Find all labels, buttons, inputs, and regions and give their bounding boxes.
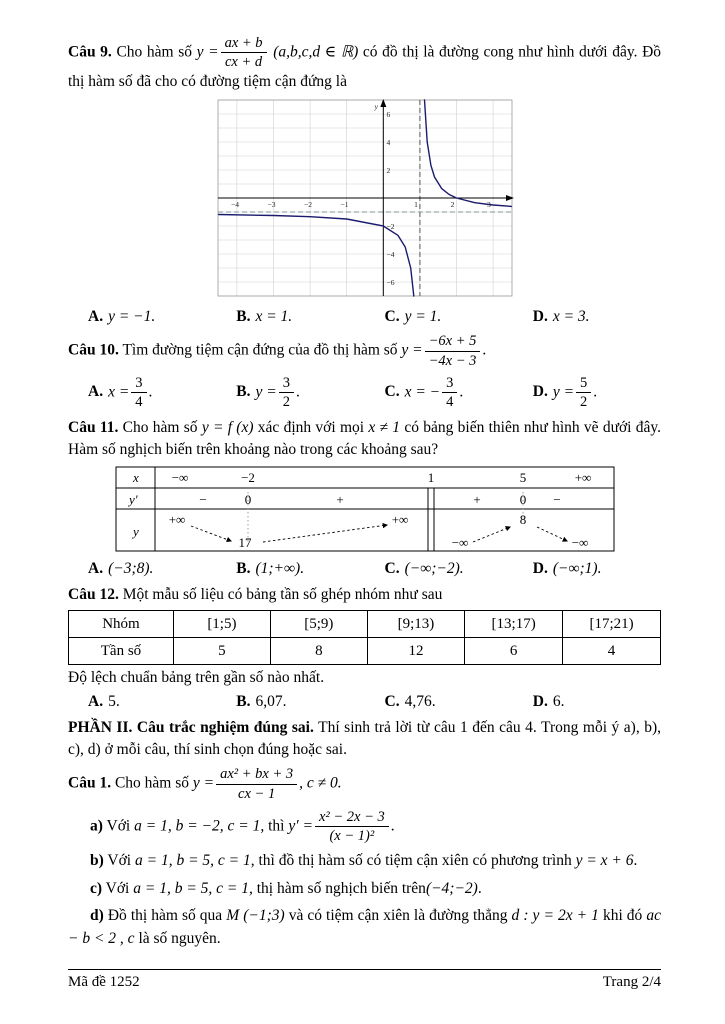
q10-text-1: Tìm đường tiệm cận đứng của đồ thị hàm số xyxy=(122,341,398,359)
page-number: Trang 2/4 xyxy=(602,974,661,990)
y-limit: −∞ xyxy=(571,535,588,551)
question-12 xyxy=(68,584,661,606)
table-row xyxy=(69,611,661,638)
table-cell: [9;13) xyxy=(367,611,464,638)
statement-d-label: d) xyxy=(90,907,104,925)
y-tick: 4 xyxy=(386,138,390,148)
p2q1-eq-lhs: y = xyxy=(192,774,215,792)
statement-c-text-2: thị hàm số nghịch biến trên xyxy=(256,879,426,897)
question-10-options xyxy=(68,374,661,411)
option-d-post: . xyxy=(593,383,598,401)
statement-c-end: . xyxy=(477,879,482,897)
table-cell: 4 xyxy=(563,638,661,665)
option-b-value: 6,07. xyxy=(255,693,287,711)
q12-text-1: Một mẫu số liệu có bảng tần số ghép nhóm như sau xyxy=(122,586,443,604)
curve-right-branch xyxy=(424,100,511,206)
option-a-value: 5. xyxy=(108,693,120,711)
option-b xyxy=(216,560,364,578)
q10-frac-num: −6x + 5 xyxy=(425,333,481,351)
question-9 xyxy=(68,34,661,93)
table-cell: 6 xyxy=(465,638,563,665)
statement-a-cond: a = 1, b = −2, c = 1, xyxy=(134,817,265,835)
x-tick: 3 xyxy=(486,200,491,210)
question-12-options xyxy=(68,693,661,711)
axes xyxy=(218,103,509,296)
question-9-label: Câu 9. xyxy=(68,43,112,61)
frac-den: 4 xyxy=(135,394,143,411)
option-b-post: . xyxy=(295,383,300,401)
table-header-cell: Nhóm xyxy=(69,611,174,638)
frequency-table xyxy=(68,610,661,665)
variation-table-figure xyxy=(68,466,661,557)
table-cell: 5 xyxy=(173,638,270,665)
option-d-label: D. xyxy=(532,308,548,326)
q11-text-2: xác định với mọi xyxy=(257,419,365,437)
question-11-options xyxy=(68,560,661,578)
y-min-value: 17 xyxy=(238,535,251,551)
question-11 xyxy=(68,417,661,461)
frac-num: x² − 2x − 3 xyxy=(315,809,389,827)
option-c-label: C. xyxy=(384,383,400,401)
table-cell: 12 xyxy=(367,638,464,665)
y-limit: +∞ xyxy=(391,512,408,528)
statement-d-text-4: là số nguyên. xyxy=(138,929,221,947)
option-b-label: B. xyxy=(236,693,251,711)
q12-text-2 xyxy=(68,667,661,689)
q9-graph-figure xyxy=(68,98,661,305)
option-a xyxy=(68,693,216,711)
frac-den: (x − 1)² xyxy=(329,828,375,845)
option-d-label: D. xyxy=(532,560,548,578)
p2q1-label: Câu 1. xyxy=(68,774,112,792)
option-b-fraction xyxy=(279,375,294,410)
statement-d-math-1: M (−1;3) xyxy=(226,907,285,925)
statement-c-text-1: Với xyxy=(105,879,130,897)
statement-d-text-3: khi đó xyxy=(602,907,643,925)
page-content xyxy=(68,34,661,950)
y-tick: 2 xyxy=(386,166,390,176)
p2q1-text-1: Cho hàm số xyxy=(114,774,190,792)
option-a-label: A. xyxy=(88,308,104,326)
x-tick: 1 xyxy=(413,200,418,210)
option-b-label: B. xyxy=(236,308,251,326)
tick-labels xyxy=(231,102,491,287)
statement-d-math-2: d : y = 2x + 1 xyxy=(511,907,599,925)
option-d-label: D. xyxy=(532,383,548,401)
x-tick: −3 xyxy=(267,200,275,210)
table-cell: [1;5) xyxy=(173,611,270,638)
question-9-options xyxy=(68,308,661,326)
option-a-fraction xyxy=(131,375,146,410)
y-prime-sign: + xyxy=(472,492,481,508)
option-b-label: B. xyxy=(236,560,251,578)
part-2-header xyxy=(68,717,661,761)
table-cell: [17;21) xyxy=(563,611,661,638)
option-a xyxy=(68,308,216,326)
option-b xyxy=(216,308,364,326)
option-d xyxy=(513,308,661,326)
statement-b-math: y = x + 6 xyxy=(575,852,634,870)
option-b xyxy=(216,693,364,711)
statement-d xyxy=(68,905,661,950)
part-2-title: PHẦN II. Câu trắc nghiệm đúng sai. xyxy=(68,719,314,737)
statement-b xyxy=(68,850,661,872)
q12-question-line: Độ lệch chuẩn bảng trên gần số nào nhất. xyxy=(68,669,325,687)
y-prime-sign: 0 xyxy=(519,492,526,508)
statement-d-math-3: ac − b < 2 , xyxy=(68,907,661,947)
y-tick: 6 xyxy=(386,110,390,120)
p2q1-frac-num: ax² + bx + 3 xyxy=(216,766,297,784)
y-max-value: 8 xyxy=(519,512,526,528)
option-c-post: . xyxy=(459,383,464,401)
option-c-label: C. xyxy=(384,693,400,711)
option-b-label: B. xyxy=(236,383,251,401)
option-d-label: D. xyxy=(532,693,548,711)
frac-den: 4 xyxy=(446,394,454,411)
x-tick: −2 xyxy=(303,200,312,210)
q9-params: (a,b,c,d ∈ ℝ) xyxy=(273,43,359,61)
option-c-label: C. xyxy=(384,308,400,326)
frac-num: 3 xyxy=(279,375,294,393)
statement-b-end: . xyxy=(633,852,638,870)
option-c-value: y = 1. xyxy=(404,308,442,326)
y-tick: −4 xyxy=(386,250,394,260)
statement-b-text-2: thì đồ thị hàm số có tiệm cận xiên có phương trình xyxy=(258,852,572,870)
statement-a xyxy=(68,808,661,845)
statement-d-math-4: c xyxy=(127,929,135,947)
part-2-desc: Thí sinh trả lời từ câu 1 đến câu 4. Trong mỗi ý a), b), c), d) ở mỗi câu, thí sinh chọn đúng hoặc sai. xyxy=(68,719,662,759)
statement-a-end: . xyxy=(390,817,395,835)
y-tick: −2 xyxy=(386,222,394,232)
y-prime-sign: + xyxy=(335,492,344,508)
statement-a-lhs: y′ = xyxy=(288,817,313,835)
q11-text-3: có bảng biến thiên như hình vẽ dưới đây. Hàm số nghịch biến trên khoảng nào trong các khoảng sau? xyxy=(68,419,662,459)
option-d xyxy=(513,374,661,411)
option-c xyxy=(365,374,513,411)
x-tick: −4 xyxy=(230,200,239,210)
option-c-value: (−∞;−2). xyxy=(404,560,464,578)
y-limit: −∞ xyxy=(451,535,468,551)
statement-b-label: b) xyxy=(90,852,104,870)
y-limit: +∞ xyxy=(168,512,185,528)
statement-b-text-1: Với xyxy=(107,852,132,870)
option-a xyxy=(68,374,216,411)
table-row xyxy=(69,638,661,665)
option-d-fraction xyxy=(576,375,591,410)
statement-c-math: (−4;−2) xyxy=(425,879,478,897)
option-b-pre: y = xyxy=(255,383,277,401)
option-c xyxy=(365,693,513,711)
q9-frac-num: ax + b xyxy=(221,35,267,53)
question-10 xyxy=(68,332,661,369)
y-prime-sign: 0 xyxy=(244,492,251,508)
p2q1-fraction xyxy=(216,766,297,801)
option-a-value: y = −1. xyxy=(108,308,156,326)
x-value: 1 xyxy=(427,470,434,486)
row-header-x: x xyxy=(132,470,139,486)
option-a xyxy=(68,560,216,578)
q10-fraction xyxy=(425,333,481,368)
table-cell: 8 xyxy=(270,638,367,665)
page-footer xyxy=(68,969,661,991)
option-a-value: (−3;8). xyxy=(108,560,154,578)
row-header-y: y xyxy=(132,524,139,540)
statement-a-fraction xyxy=(315,809,389,844)
option-c-label: C. xyxy=(384,560,400,578)
hyperbola-graph xyxy=(210,98,520,300)
x-tick: 2 xyxy=(450,200,454,210)
q9-frac-den: cx + d xyxy=(224,54,263,71)
statement-c xyxy=(68,878,661,900)
variation-table xyxy=(115,466,615,552)
q9-fraction xyxy=(221,35,267,70)
q11-text-1: Cho hàm số xyxy=(122,419,198,437)
x-value: 5 xyxy=(519,470,526,486)
q9-eq-lhs: y = xyxy=(196,43,219,61)
x-value: +∞ xyxy=(574,470,591,486)
x-tick: −1 xyxy=(340,200,348,210)
row-header-y-prime: y′ xyxy=(128,492,138,508)
q11-math-2: x ≠ 1 xyxy=(368,419,401,437)
question-12-label: Câu 12. xyxy=(68,586,119,604)
option-a-label: A. xyxy=(88,560,104,578)
option-b-value: x = 1. xyxy=(255,308,293,326)
option-c xyxy=(365,560,513,578)
statement-a-label: a) xyxy=(90,817,103,835)
question-11-label: Câu 11. xyxy=(68,419,119,437)
y-prime-sign: − xyxy=(198,492,207,508)
option-b xyxy=(216,374,364,411)
frac-den: 2 xyxy=(282,394,290,411)
part2-question-1 xyxy=(68,765,661,802)
q10-eq-lhs: y = xyxy=(401,341,423,359)
x-value: −∞ xyxy=(171,470,188,486)
option-c-value: 4,76. xyxy=(404,693,436,711)
y-axis-label: y xyxy=(374,102,378,112)
option-c xyxy=(365,308,513,326)
q10-frac-den: −4x − 3 xyxy=(428,352,477,369)
statement-a-text-2: thì xyxy=(268,817,285,835)
q9-text-1: Cho hàm số xyxy=(116,43,192,61)
q11-math-1: y = f (x) xyxy=(201,419,254,437)
option-b-value: (1;+∞). xyxy=(255,560,305,578)
statement-c-label: c) xyxy=(90,879,103,897)
statement-a-text-1: Với xyxy=(106,817,131,835)
p2q1-frac-den: cx − 1 xyxy=(238,785,276,802)
x-value: −2 xyxy=(240,470,255,486)
statement-d-text-1: Đồ thị hàm số qua xyxy=(107,907,223,925)
option-d-pre: y = xyxy=(552,383,575,401)
option-d xyxy=(513,693,661,711)
option-d-value: 6. xyxy=(552,693,565,711)
statement-c-cond: a = 1, b = 5, c = 1, xyxy=(133,879,253,897)
option-d-value: x = 3. xyxy=(552,308,590,326)
option-a-post: . xyxy=(148,383,153,401)
option-d-value: (−∞;1). xyxy=(552,560,602,578)
table-cell: [5;9) xyxy=(270,611,367,638)
curve-left-branch xyxy=(218,215,413,297)
exam-code: Mã đề 1252 xyxy=(68,974,140,990)
frac-den: 2 xyxy=(580,394,588,411)
statement-b-cond: a = 1, b = 5, c = 1, xyxy=(134,852,255,870)
option-a-pre: x = xyxy=(108,383,130,401)
option-a-label: A. xyxy=(88,693,104,711)
q10-dot: . xyxy=(482,341,487,359)
table-header-cell: Tần số xyxy=(69,638,174,665)
question-10-label: Câu 10. xyxy=(68,341,119,359)
p2q1-text-2: , c ≠ 0. xyxy=(299,774,342,792)
option-a-label: A. xyxy=(88,383,104,401)
frac-num: 5 xyxy=(576,375,591,393)
option-d xyxy=(513,560,661,578)
table-cell: [13;17) xyxy=(465,611,563,638)
frac-num: 3 xyxy=(442,375,457,393)
y-prime-sign: − xyxy=(552,492,561,508)
y-tick: −6 xyxy=(386,278,394,288)
frac-num: 3 xyxy=(131,375,146,393)
q9-text-2: có đồ thị là đường cong như hình dưới đây. Đồ thị hàm số đã cho có đường tiệm cận đứng là xyxy=(68,43,662,91)
option-c-fraction xyxy=(442,375,457,410)
statement-d-text-2: và có tiệm cận xiên là đường thẳng xyxy=(288,907,508,925)
option-c-pre: x = − xyxy=(404,383,441,401)
x-axis-arrow-icon xyxy=(506,195,514,201)
